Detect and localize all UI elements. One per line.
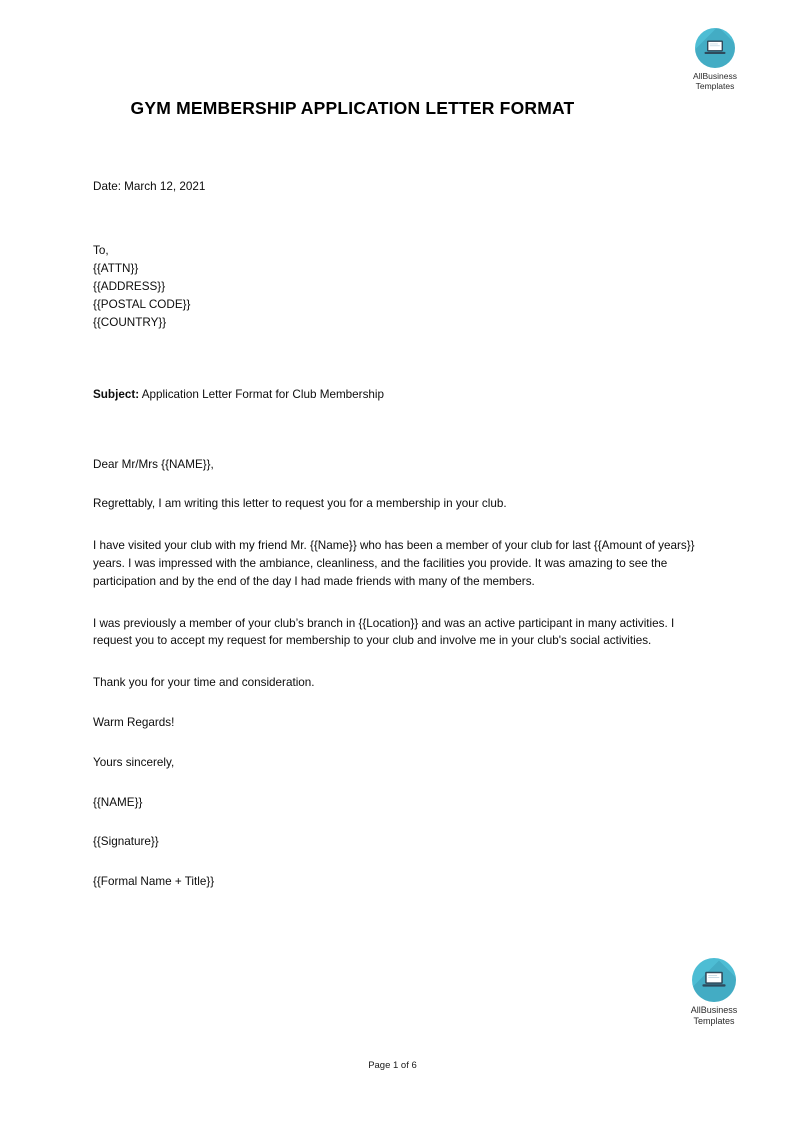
- paragraph-4: Thank you for your time and consideration.: [93, 676, 315, 690]
- formal-name-title: {{Formal Name + Title}}: [93, 875, 215, 889]
- subject-text: Application Letter Format for Club Membership: [141, 387, 385, 401]
- recipient-country: {{COUNTRY}}: [93, 315, 167, 329]
- recipient-postal-code: {{POSTAL CODE}}: [93, 297, 191, 311]
- paragraph-2: I have visited your club with my friend Mr. {{Name}} who has been a member of your club for last {{Amount of years}} years. I was impressed with the ambiance, cleanliness, and the facilities you provide. It was amazing to see the participation and by the end of the day I had made friends with many of the members.: [93, 539, 695, 588]
- laptop-icon-footer: [701, 970, 728, 991]
- paragraph-3: I was previously a member of your club’s branch in {{Location}} and was an active participant in many activities. I request you to accept my request for membership to your club and involve me in your club's social activities.: [93, 616, 675, 648]
- subject-line: [93, 386, 698, 404]
- brand-caption-footer: [659, 1005, 769, 1026]
- recipient-address: {{ADDRESS}}: [93, 279, 166, 293]
- recipient-to: To,: [93, 243, 109, 257]
- brand-logo-header: [660, 28, 770, 91]
- signer-name: {{NAME}}: [93, 795, 143, 809]
- paragraph-1: Regrettably, I am writing this letter to request you for a membership in your club.: [93, 497, 507, 511]
- page-title: GYM MEMBERSHIP APPLICATION LETTER FORMAT: [130, 98, 575, 118]
- letter-body: [93, 178, 698, 891]
- recipient-attn: {{ATTN}}: [93, 261, 139, 275]
- logo-circle-icon-footer: [692, 958, 736, 1002]
- brand-name-line2-footer: Templates: [693, 1015, 735, 1026]
- warm-regards: Warm Regards!: [93, 715, 175, 729]
- date-line: Date: March 12, 2021: [93, 180, 206, 193]
- salutation: Dear Mr/Mrs {{NAME}},: [93, 457, 214, 471]
- page-number-footer: Page 1 of 6: [368, 1060, 417, 1071]
- brand-caption: [660, 71, 770, 91]
- laptop-icon: [703, 39, 727, 58]
- brand-name-line1-footer: AllBusiness: [690, 1005, 738, 1015]
- yours-sincerely: Yours sincerely,: [93, 755, 175, 769]
- brand-name-line2: Templates: [695, 81, 735, 91]
- brand-name-line1: AllBusiness: [693, 71, 737, 81]
- logo-circle-icon: [695, 28, 735, 68]
- signature-placeholder: {{Signature}}: [93, 835, 159, 849]
- brand-logo-footer: [659, 958, 769, 1026]
- recipient-address-block: [93, 242, 698, 332]
- subject-label: Subject:: [93, 387, 140, 401]
